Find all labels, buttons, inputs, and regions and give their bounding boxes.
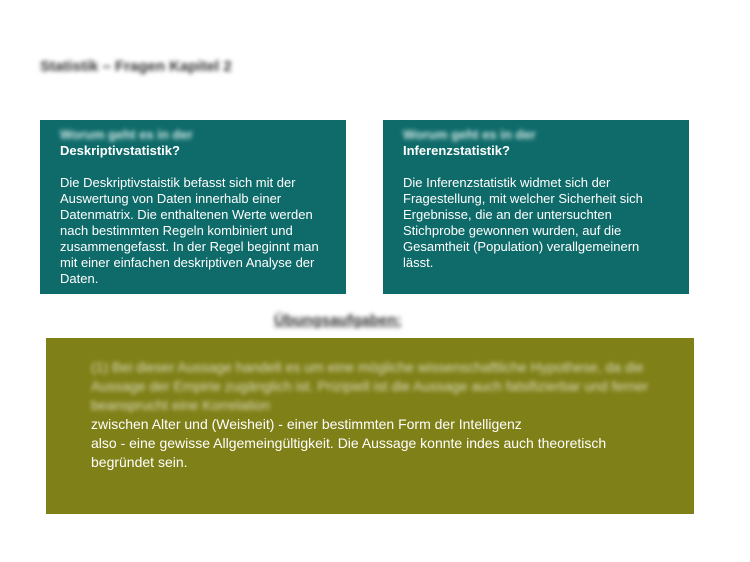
exercise-clear-text: also - eine gewisse Allgemeingültigkeit. Die Aussage konnte indes auch theoretisch begründet sein.	[91, 435, 607, 470]
inferential-statistics-card	[383, 120, 689, 294]
question-descriptive: Deskriptivstatistik?	[60, 143, 180, 158]
exercise-blurred-text: (1) Bei dieser Aussage handelt es um eine mögliche wissenschaftliche Hypothese, da die Aussage der Empirie zugänglich ist. Prizipiell ist die Aussage auch falsifizierbar und ferner beansprucht eine Korrelation	[91, 359, 649, 413]
descriptive-statistics-card	[40, 120, 346, 294]
answer-descriptive: Die Deskriptivstaistik befasst sich mit der Auswertung von Daten innerhalb einer Datenmatrix. Die enthaltenen Werte werden nach bestimmten Regeln kombiniert und zusammengefasst. In der Regel beginnt man mit einer einfachen deskriptiven Analyse der Daten.	[60, 175, 319, 286]
exercise-answer-box	[46, 338, 694, 514]
exercises-heading: Übungsaufgaben:	[274, 312, 402, 329]
question-blurred-line: Worum geht es in der	[403, 127, 536, 142]
exercise-partial-line: zwischen Alter und (Weisheit) - einer bestimmten Form der Intelligenz	[91, 416, 522, 432]
question-blurred-line: Worum geht es in der	[60, 127, 193, 142]
question-inferential: Inferenzstatistik?	[403, 143, 510, 158]
page-title: Statistik – Fragen Kapitel 2	[40, 58, 232, 75]
answer-inferential: Die Inferenzstatistik widmet sich der Fragestellung, mit welcher Sicherheit sich Ergebnisse, die an der untersuchten Stichprobe gewonnen wurden, auf die Gesamtheit (Population) verallgemeinern lässt.	[403, 175, 643, 270]
